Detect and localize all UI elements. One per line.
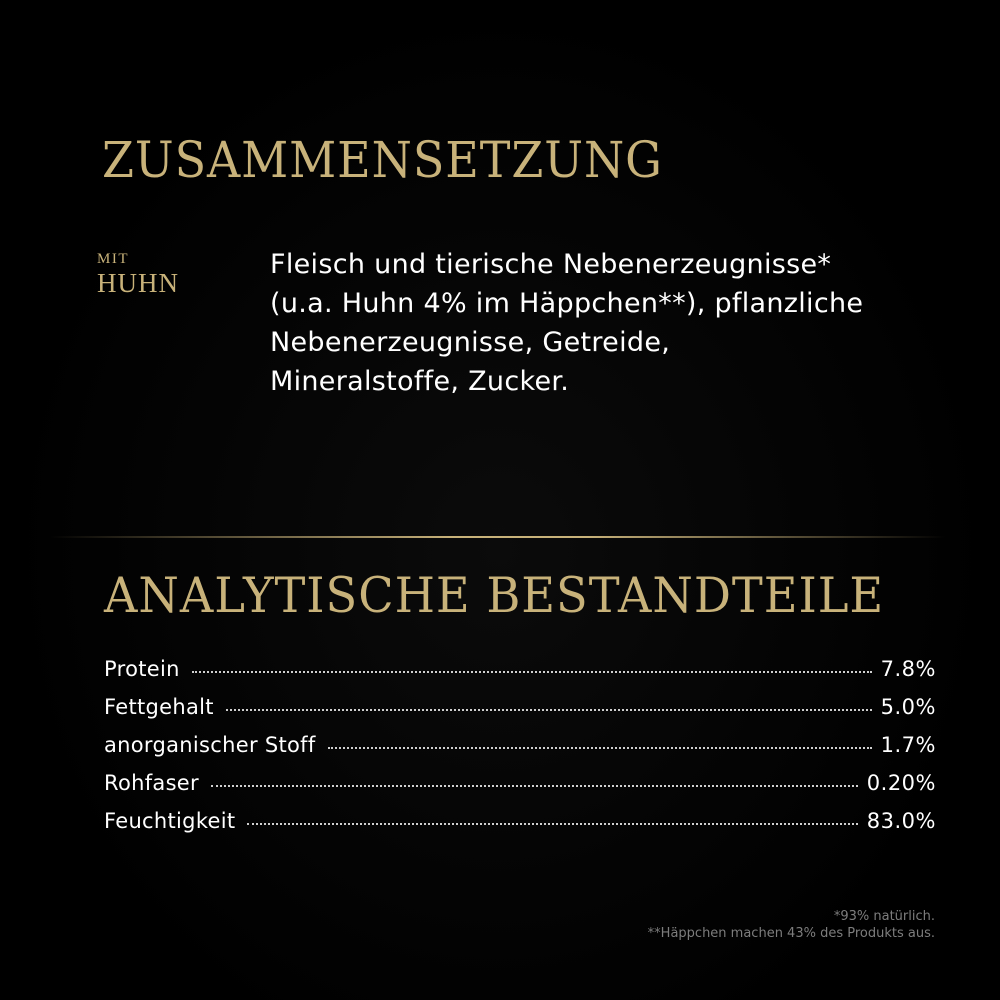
analysis-list (104, 657, 936, 847)
footnotes (648, 908, 935, 942)
analysis-row (104, 809, 936, 847)
composition-line: (u.a. Huhn 4% im Häppchen**), pflanzliche (270, 288, 864, 319)
analysis-title: ANALYTISCHE BESTANDTEILE (104, 567, 885, 624)
variety-label (97, 250, 179, 298)
analysis-label: Rohfaser (104, 771, 199, 795)
analysis-label: Protein (104, 657, 180, 681)
analysis-label: Feuchtigkeit (104, 809, 236, 833)
dotted-leader (226, 709, 872, 711)
dotted-leader (247, 823, 857, 825)
analysis-row (104, 733, 936, 771)
composition-line: Nebenerzeugnisse, Getreide, (270, 327, 671, 358)
analysis-row (104, 695, 936, 733)
analysis-value: 5.0% (880, 695, 936, 719)
footnote: *93% natürlich. (833, 909, 935, 924)
analysis-label: anorganischer Stoff (104, 733, 316, 757)
analysis-value: 0.20% (866, 771, 936, 795)
analysis-value: 7.8% (880, 657, 936, 681)
dotted-leader (192, 671, 872, 673)
analysis-label: Fettgehalt (104, 695, 214, 719)
variety-name: HUHN (97, 268, 179, 298)
analysis-value: 83.0% (866, 809, 936, 833)
dotted-leader (328, 747, 872, 749)
composition-text (270, 245, 970, 401)
composition-line: Fleisch und tierische Nebenerzeugnisse* (270, 249, 832, 280)
variety-prefix: MIT (97, 251, 129, 267)
composition-title: ZUSAMMENSETZUNG (102, 131, 663, 189)
dotted-leader (211, 785, 858, 787)
analysis-row (104, 771, 936, 809)
section-divider (50, 536, 945, 538)
composition-line: Mineralstoffe, Zucker. (270, 366, 570, 397)
analysis-row (104, 657, 936, 695)
footnote: **Häppchen machen 43% des Produkts aus. (647, 926, 935, 941)
analysis-value: 1.7% (880, 733, 936, 757)
